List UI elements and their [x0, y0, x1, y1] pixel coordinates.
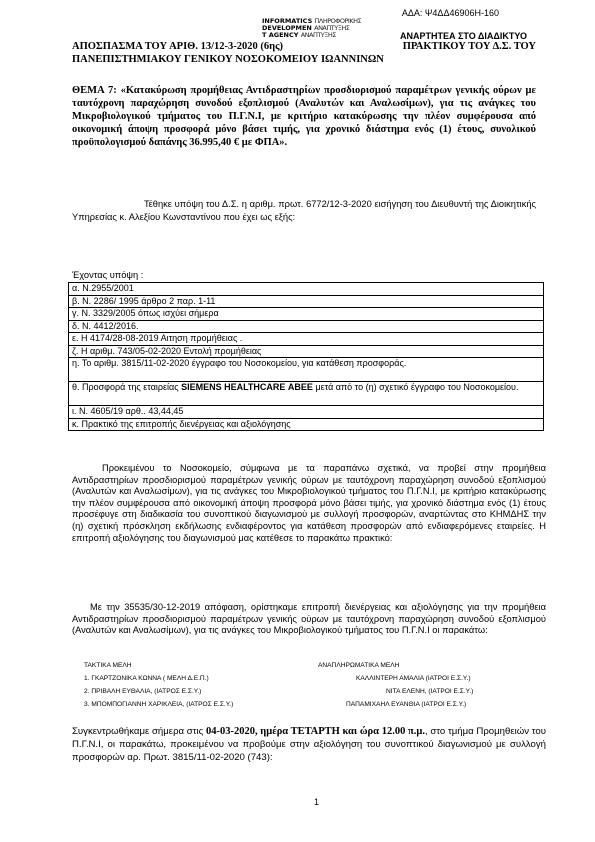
table-row — [69, 320, 544, 333]
regular-members-heading: ΤΑΚΤΙΚΑ ΜΕΛΗ — [84, 662, 132, 669]
table-row — [69, 358, 544, 382]
reference-item: κ. Πρακτικό της επιτροπής διενέργειας και αξιολόγησης — [69, 418, 544, 431]
ada-code: ΑΔΑ: Ψ4ΔΔ46906Η-160 — [401, 8, 499, 18]
alternate-members-heading: ΑΝΑΠΛΗΡΩΜΑΤΙΚΑ ΜΕΛΗ — [318, 662, 400, 669]
posted-online-header: ΑΝΑΡΤΗΤΕΑ ΣΤΟ ΔΙΑΔΙΚΤΥΟ — [400, 31, 527, 41]
table-row — [69, 418, 544, 431]
table-row — [69, 283, 544, 296]
title-line-right: ΠΡΑΚΤΙΚΟΥ ΤΟΥ Δ.Σ. ΤΟΥ — [402, 41, 536, 52]
diavgeia-logo — [262, 18, 361, 39]
reference-item: δ. Ν. 4412/2016. — [69, 320, 544, 333]
regular-member: 1. ΓΚΑΡΤΖΟΝΙΚΑ ΚΩΝΝΑ ( ΜΕΛΗ Δ.Ε.Π.) — [84, 675, 209, 682]
logo-row: DEVELOPMEN ΑΝΑΠΤΥΞΗΣ — [262, 24, 350, 32]
reference-item: γ. Ν. 3329/2005 όπως ισχύει σήμερα — [69, 308, 544, 321]
body-paragraph-1: Προκειμένου το Νοσοκομείο, σύμφωνα με τα παραπάνω σχετικά, να προβεί στην προμήθεια Αντιδραστηρίων προσδιορισμού παραμέτρων γενικής ούρων με ταυτόχρονη παραχώρηση συνοδού εξοπλισμού (Αναλυτών και Αναλωσίμων), για τις ανάγκες του Μικροβιολογικού τμήματος του Π.Γ.Ν.Ι, με κριτήριο κατακύρωσης την πλέον συμφέρουσα από οικονομική άποψη προσφορά μόνο βάσει τιμής, για χρονικό διάστημα ενός (1) έτους προσέφυγε στη διαδικασία του συνοπτικού διαγωνισμού με συλλογή προσφορών, αναρτώντας στο ΚΗΜΔΗΣ την (η) σχετική πρόσκληση εκδήλωσης ενδιαφέροντος για κατάθεση προσφορών από ενδιαφερόμενες εταιρείες. Η επιτροπή αξιολόγησης του διαγωνισμού μας κατέθεσε το παρακάτω πρακτικό: — [72, 463, 546, 543]
meeting-date: 04-03-2020, — [205, 726, 258, 737]
agenda-item-theme: ΘΕΜΑ 7: «Κατακύρωση προμήθειας Αντιδραστηρίων προσδιορισμού παραμέτρων γενικής ούρων με ταυτόχρονη παραχώρηση συνοδού εξοπλισμού (Αναλυτών και Αναλωσίμων), για τις ανάγκες του Μικροβιολογικού τμήματος του Π.Γ.Ν.Ι, με κριτήριο κατακύρωσης την πλέον συμφέρουσα από οικονομική άποψη προσφορά μόνο βάσει τιμής, για χρονικό διάστημα ενός (1) έτους, συνολικού προϋπολογισμού δαπάνης 36.995,40 € με ΦΠΑ». — [72, 85, 536, 148]
intro-paragraph: Τέθηκε υπόψη του Δ.Σ. η αριθμ. πρωτ. 6772/12-3-2020 εισήγηση του Διευθυντή της Διοικητικής Υπηρεσίας κ. Αλεξίου Κωνσταντίνου που έχει ως εξής: — [72, 199, 536, 222]
reference-item: α. Ν.2955/2001 — [69, 283, 544, 296]
meeting-time: 12.00 π.μ. — [381, 726, 425, 737]
alternate-member: ΝΙΤΑ ΕΛΕΝΗ, (ΙΑΤΡΟΙ Ε.Σ.Υ.) — [386, 688, 474, 695]
title-line-left: ΑΠΟΣΠΑΣΜΑ ΤΟΥ ΑΡΙΘ. 13/12-3-2020 (6ης) — [72, 41, 284, 52]
reference-item: θ. Προσφορά της εταιρείας SIEMENS HEALTHCARE ΑΒΕΕ μετά από το (η) σχετικό έγγραφο του Νοσοκομείου. — [69, 382, 544, 406]
meeting-day: ΤΕΤΑΡΤΗ — [290, 726, 340, 737]
table-row — [69, 345, 544, 358]
reference-item: ι. Ν. 4605/19 αρθ.. 43,44,45 — [69, 406, 544, 419]
logo-row: INFORMATICS ΠΛΗΡΟΦΟΡΙΚΗΣ — [262, 17, 362, 25]
considering-heading: Έχοντας υπόψη : — [72, 270, 144, 280]
alternate-member: ΚΑΛΛΙΝΤΕΡΗ ΑΜΑΛΙΑ (ΙΑΤΡΟΙ Ε.Σ.Υ.) — [356, 675, 471, 682]
reference-item: β. Ν. 2286/ 1995 άρθρο 2 παρ. 1-11 — [69, 295, 544, 308]
table-row — [69, 382, 544, 406]
regular-member: 2. ΠΡΙΒΑΛΗ ΕΥΘΑΛΙΑ, (ΙΑΤΡΟΣ Ε.Σ.Υ.) — [84, 688, 202, 695]
table-row — [69, 295, 544, 308]
title-line-2: ΠΑΝΕΠΙΣΤΗΜΙΑΚΟΥ ΓΕΝΙΚΟΥ ΝΟΣΟΚΟΜΕΙΟΥ ΙΩΑΝΝΙΝΩΝ — [72, 54, 384, 65]
table-row — [69, 333, 544, 346]
references-table — [68, 282, 544, 431]
reference-item: η. Το αριθμ. 3815/11-02-2020 έγγραφο του Νοσοκομείου, για κατάθεση προσφοράς. — [69, 358, 544, 382]
table-row — [69, 406, 544, 419]
reference-item: ε. Η 4174/28-08-2019 Αιτηση προμήθειας . — [69, 333, 544, 346]
reference-item: ζ. Η αριθμ. 743/05-02-2020 Εντολή προμήθειας — [69, 345, 544, 358]
document-title — [72, 40, 536, 66]
page-number: 1 — [314, 797, 320, 807]
logo-row: T AGENCY ΑΝΑΠΤΥΞΗΣ — [262, 31, 336, 39]
alternate-member: ΠΑΠΑΜΙΧΑΗΛ ΕΥΑΝΘΙΑ (ΙΑΤΡΟΙ Ε.Σ.Υ.) — [346, 701, 467, 708]
table-row — [69, 308, 544, 321]
body-paragraph-2: Με την 35535/30-12-2019 απόφαση, ορίστηκαμε επιτροπή διενέργειας και αξιολόγησης για την προμήθεια Αντιδραστηρίων προσδιορισμού παραμέτρων γενικής ούρων με ταυτόχρονη παραχώρηση συνοδού εξοπλισμού (Αναλυτών και Αναλωσίμων), για τις ανάγκες του Μικροβιολογικού τμήματος του Π.Γ.Ν.Ι οι παρακάτω: — [72, 602, 546, 636]
meeting-paragraph: Συγκεντρωθήκαμε σήμερα στις 04-03-2020, ημέρα ΤΕΤΑΡΤΗ και ώρα 12.00 π.μ., στο τμήμα Προμηθειών του Π.Γ.Ν.Ι, οι παρακάτω, προκειμένου να προβούμε στην αξιολόγηση του συνοπτικού διαγωνισμού με συλλογή προσφορών αρ. Πρωτ. 3815/11-02-2020 (743): — [72, 726, 546, 763]
regular-member: 3. ΜΠΟΜΠΟΓΙΑΝΝΗ ΧΑΡΙΚΛΕΙΑ, (ΙΑΤΡΟΣ Ε.Σ.Υ.) — [84, 701, 234, 708]
company-name: SIEMENS HEALTHCARE ΑΒΕΕ — [181, 382, 313, 392]
